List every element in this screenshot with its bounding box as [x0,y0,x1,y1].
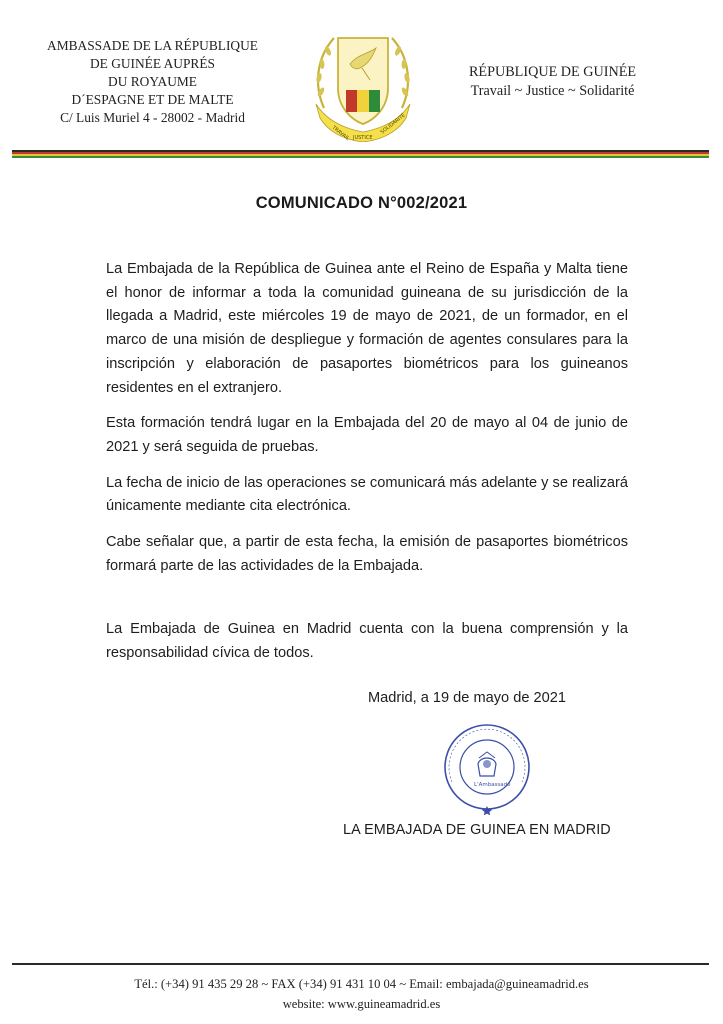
embassy-address-block [30,37,275,127]
embassy-name-line-2: DE GUINÉE AUPRÉS [90,56,215,71]
paragraph-passport-issuance: Cabe señalar que, a partir de esta fecha, la emisión de pasaportes biométricos formará parte de las actividades de la Embajada. [106,534,628,574]
embassy-name-line-3: DU ROYAUME [108,74,197,89]
paragraph-training-dates: Esta formación tendrá lugar en la Embajada del 20 de mayo al 04 de junio de 2021 y será seguida de pruebas. [106,415,628,455]
crest-ribbon-left: TRAVAIL [330,124,351,142]
republic-title: RÉPUBLIQUE DE GUINÉE [468,64,637,80]
footer-divider [12,963,709,965]
document-title: COMUNICADO N°002/2021 [255,194,468,212]
stamp-center-text: L'Ambassade [474,782,511,788]
paragraph-announcement: La Embajada de la República de Guinea ante el Reino de España y Malta tiene el honor de informar a toda la comunidad guineana de su jurisdicción de la llegada a Madrid, este miércoles 19 de mayo de 2021, de un formador, en el marco de una misión de despliegue y formación de agentes consulares para la inscripción y elaboración de pasaportes biométricos para los guineanos residentes en el extranjero. [106,261,628,396]
footer-contact-block [0,974,723,1014]
signature-line: LA EMBAJADA DE GUINEA EN MADRID [343,822,611,838]
date-line: Madrid, a 19 de mayo de 2021 [368,690,566,706]
embassy-name-line-4: D´ESPAGNE ET DE MALTE [71,92,234,107]
republic-header [445,63,660,101]
footer-contact-line: Tél.: (+34) 91 435 29 28 ~ FAX (+34) 91 431 10 04 ~ Email: embajada@guineamadrid.es [134,977,589,991]
guinea-coat-of-arms-icon [310,24,416,142]
paragraph-closing: La Embajada de Guinea en Madrid cuenta con la buena comprensión y la responsabilidad cívica de todos. [106,621,628,662]
embassy-address-line: C/ Luis Muriel 4 - 28002 - Madrid [60,110,245,125]
republic-motto: Travail ~ Justice ~ Solidarité [470,83,635,99]
band-green [12,156,709,158]
embassy-stamp-icon [430,720,545,815]
crest-ribbon-right: SOLIDARITÉ [379,112,407,136]
crest-ribbon-center: JUSTICE [353,135,373,141]
embassy-name-line-1: AMBASSADE DE LA RÉPUBLIQUE [47,38,258,53]
paragraph-operations-start: La fecha de inicio de las operaciones se comunicará más adelante y se realizará únicamente mediante cita electrónica. [106,474,628,515]
footer-website-line: website: www.guineamadrid.es [282,997,441,1011]
document-body [106,258,628,666]
